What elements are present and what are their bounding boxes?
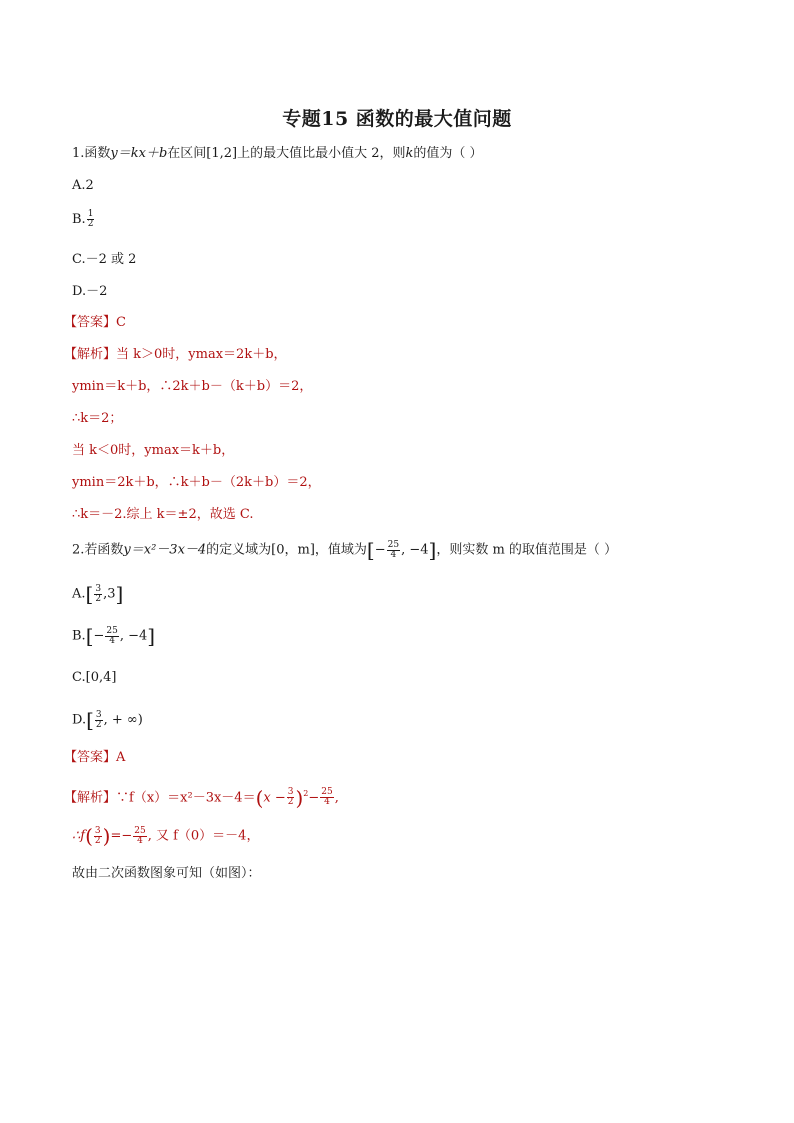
q2-analysis-line-1: 【解析】∵f（x）＝x²－3x－4＝(x − $\frac{3}{2}$ )$^2$− $\frac{25}{4}$ ,	[64, 785, 339, 810]
q2-option-a: A.[ $\frac{3}{2}$ ,3]	[72, 582, 124, 606]
q1-analysis-line-5: ymin＝2k＋b，∴k＋b－（2k＋b）＝2，	[72, 475, 321, 490]
q1-analysis-line-2: ymin＝k＋b，∴2k＋b－（k＋b）＝2，	[72, 379, 313, 394]
q1-option-b: B. $\frac{1}{2}$	[72, 209, 94, 229]
fraction: $\frac{3}{2}$	[287, 787, 294, 808]
q2-option-c: C.[0,4]	[72, 670, 117, 685]
fraction: $\frac{3}{2}$	[94, 825, 101, 846]
q1-option-d: D.－2	[72, 284, 108, 299]
q2-analysis-line-2: ∴f( $\frac{3}{2}$ )=− $\frac{25}{4}$ , 又 f（0）＝－4，	[72, 824, 260, 848]
question-1-stem: 1.函数y＝kx＋b在区间[1,2]上的最大值比最小值大 2，则k的值为（ ）	[72, 146, 483, 161]
fraction: $\frac{1}{2}$	[87, 209, 94, 229]
q1-option-c: C.－2 或 2	[72, 252, 137, 267]
q2-answer: 【答案】A	[64, 750, 126, 765]
question-2-stem: 2.若函数y＝x²－3x－4的定义域为[0，m]，值域为[− $\frac{25}{4}$ , −4]，则实数 m 的取值范围是（ ）	[72, 538, 618, 562]
fraction: $\frac{25}{4}$	[106, 625, 118, 646]
q2-option-b: B.[− $\frac{25}{4}$ , −4]	[72, 624, 156, 648]
q1-analysis-line-6: ∴k＝－2.综上 k＝±2，故选 C.	[72, 507, 254, 522]
q1-answer: 【答案】C	[64, 315, 126, 330]
fraction: $\frac{3}{2}$	[95, 709, 102, 730]
q1-analysis-line-1: 【解析】当 k＞0时，ymax＝2k＋b，	[64, 347, 287, 362]
page-title: 专题15 函数的最大值问题	[282, 108, 512, 130]
q2-option-d: D.[ $\frac{3}{2}$ , + ∞)	[72, 708, 143, 732]
fraction: $\frac{25}{4}$	[134, 825, 146, 846]
fraction: $\frac{3}{2}$	[95, 583, 102, 604]
q1-analysis-line-4: 当 k＜0时，ymax＝k＋b，	[72, 443, 235, 458]
fraction: $\frac{25}{4}$	[321, 787, 333, 808]
fraction: $\frac{25}{4}$	[387, 539, 400, 560]
q2-analysis-line-3: 故由二次函数图象可知（如图）：	[72, 866, 261, 881]
q1-option-a: A.2	[72, 178, 94, 193]
q1-analysis-line-3: ∴k＝2；	[72, 411, 123, 426]
